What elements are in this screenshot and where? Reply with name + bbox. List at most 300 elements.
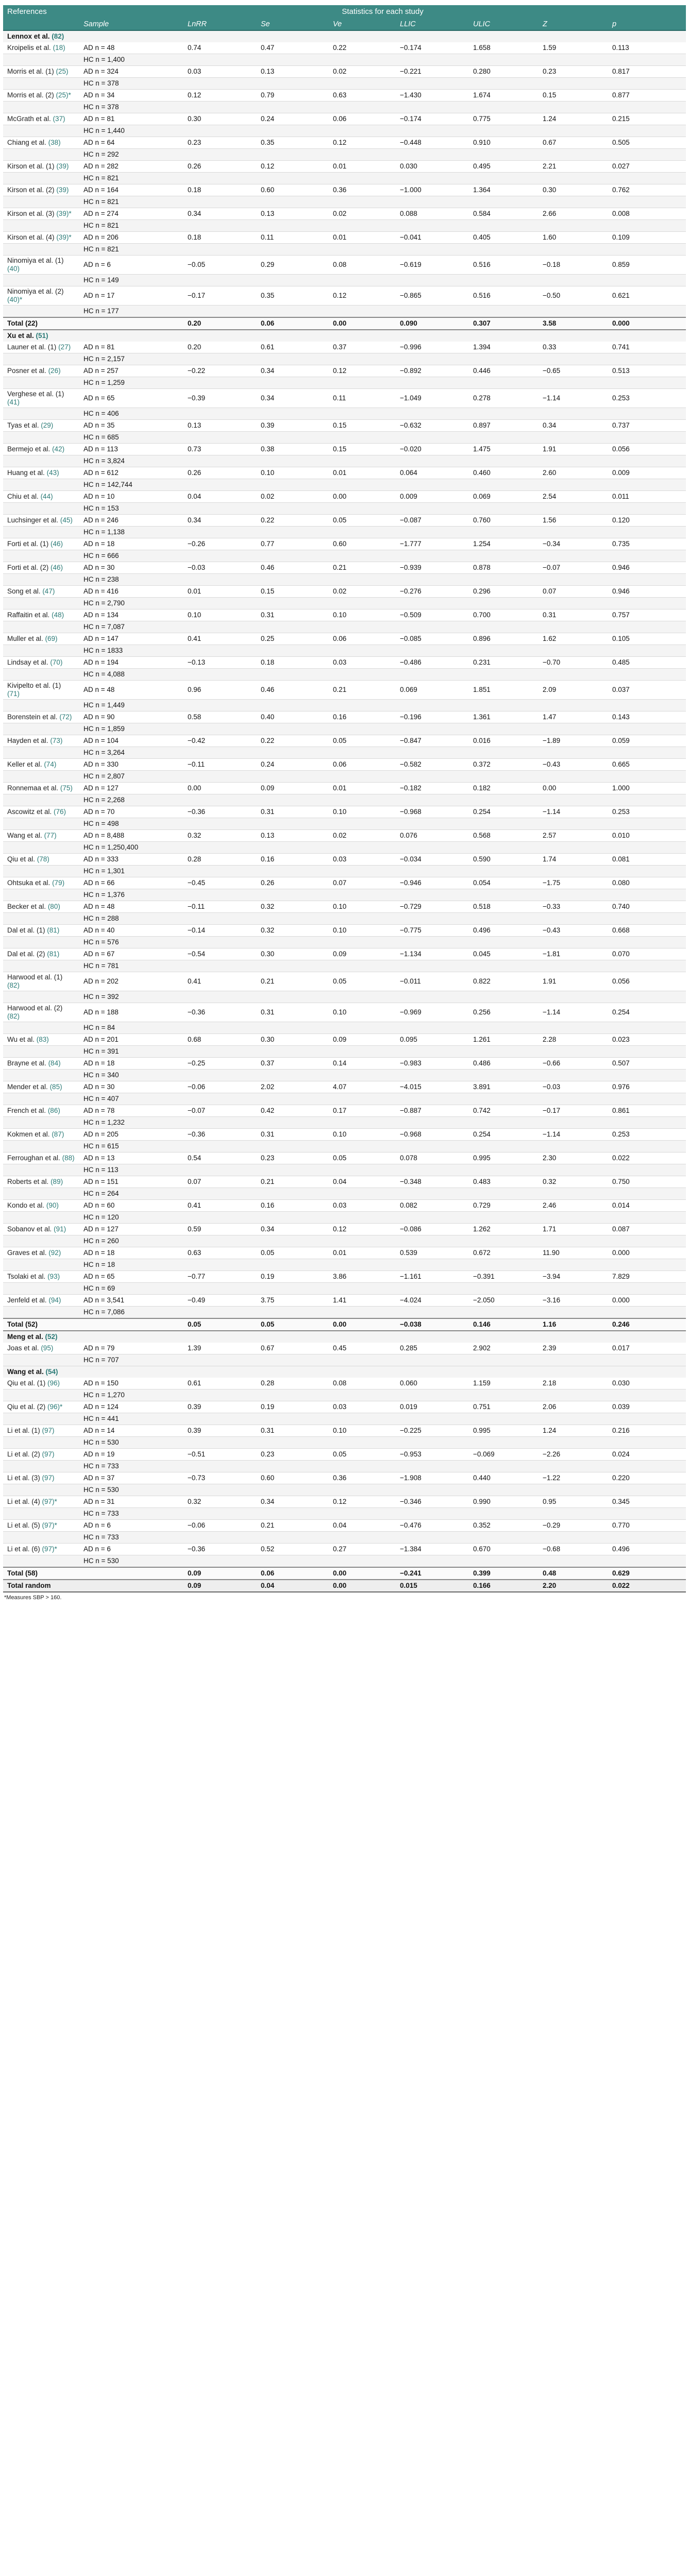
citation-link[interactable]: (92) bbox=[48, 1249, 61, 1257]
empty-cell bbox=[329, 1461, 396, 1472]
llic-cell: −0.892 bbox=[396, 365, 469, 377]
empty-cell bbox=[608, 1117, 686, 1129]
empty-cell bbox=[183, 1389, 257, 1401]
citation-link[interactable]: (29) bbox=[41, 421, 54, 429]
empty-cell bbox=[469, 1212, 539, 1224]
empty-cell bbox=[396, 408, 469, 420]
empty-cell bbox=[183, 1555, 257, 1568]
se-header: Se bbox=[257, 19, 329, 30]
ad-sample-cell: AD n = 81 bbox=[79, 113, 183, 125]
reference-cell bbox=[3, 1343, 79, 1354]
reference-cell bbox=[3, 208, 79, 220]
empty-cell bbox=[469, 78, 539, 90]
hc-sample-row bbox=[3, 771, 686, 783]
empty-cell bbox=[329, 54, 396, 66]
empty-cell bbox=[396, 1046, 469, 1058]
citation-link[interactable]: (44) bbox=[40, 493, 53, 500]
hc-sample-cell: HC n = 1,376 bbox=[79, 889, 183, 901]
citation-link[interactable]: (39)* bbox=[56, 233, 72, 241]
citation-link[interactable]: (39) bbox=[56, 162, 69, 170]
citation-link[interactable]: (81) bbox=[47, 950, 60, 958]
citation-link[interactable]: (86) bbox=[47, 1107, 60, 1114]
ad-sample-cell: AD n = 3,541 bbox=[79, 1295, 183, 1307]
hc-sample-cell: HC n = 378 bbox=[79, 101, 183, 113]
p-cell: 0.000 bbox=[608, 1247, 686, 1259]
citation-link[interactable]: (39) bbox=[56, 186, 69, 194]
z-cell: −0.43 bbox=[539, 759, 608, 771]
empty-cell bbox=[257, 700, 329, 711]
lnrr-cell: 1.39 bbox=[183, 1343, 257, 1354]
se-cell: 2.02 bbox=[257, 1081, 329, 1093]
study-row bbox=[3, 1378, 686, 1389]
citation-link[interactable]: (76) bbox=[54, 808, 66, 816]
ad-sample-cell: AD n = 81 bbox=[79, 342, 183, 353]
empty-cell bbox=[329, 1070, 396, 1081]
empty-cell bbox=[329, 1532, 396, 1544]
citation-link[interactable]: (94) bbox=[48, 1296, 61, 1304]
citation-link[interactable]: (82) bbox=[52, 32, 64, 40]
hc-sample-cell: HC n = 1,449 bbox=[79, 700, 183, 711]
empty-cell bbox=[608, 78, 686, 90]
reference-author: Total (58) bbox=[7, 1569, 38, 1577]
group-author: Lennox et al. bbox=[7, 32, 50, 40]
citation-link[interactable]: (91) bbox=[54, 1225, 66, 1233]
citation-link[interactable]: (25)* bbox=[56, 91, 71, 99]
empty-cell bbox=[183, 479, 257, 491]
z-cell: −1.14 bbox=[539, 389, 608, 408]
p-cell: 0.253 bbox=[608, 389, 686, 408]
llic-cell: −0.174 bbox=[396, 113, 469, 125]
z-cell: −0.18 bbox=[539, 256, 608, 275]
lnrr-cell: −0.54 bbox=[183, 948, 257, 960]
citation-link[interactable]: (81) bbox=[47, 926, 60, 934]
ve-cell: 0.11 bbox=[329, 389, 396, 408]
citation-link[interactable]: (84) bbox=[48, 1059, 61, 1067]
empty-cell bbox=[257, 598, 329, 609]
ve-cell: 0.07 bbox=[329, 877, 396, 889]
empty-cell bbox=[608, 960, 686, 972]
se-cell: 0.21 bbox=[257, 972, 329, 991]
z-cell: 0.31 bbox=[539, 609, 608, 621]
ulic-cell: 1.658 bbox=[469, 42, 539, 54]
ve-cell: 0.01 bbox=[329, 467, 396, 479]
ad-sample-cell bbox=[79, 1567, 183, 1580]
empty-cell bbox=[183, 432, 257, 444]
empty-cell bbox=[257, 173, 329, 184]
citation-link[interactable]: (71) bbox=[7, 690, 20, 698]
reference-cell bbox=[3, 711, 79, 723]
empty-cell bbox=[329, 101, 396, 113]
z-cell: −0.03 bbox=[539, 1081, 608, 1093]
empty-cell bbox=[396, 913, 469, 925]
citation-link[interactable]: (48) bbox=[52, 611, 64, 619]
citation-link[interactable]: (97)* bbox=[42, 1545, 57, 1553]
empty-cell bbox=[539, 645, 608, 657]
ad-sample-cell: AD n = 10 bbox=[79, 491, 183, 503]
se-cell: 0.67 bbox=[257, 1343, 329, 1354]
empty-cell bbox=[539, 700, 608, 711]
citation-link[interactable]: (27) bbox=[58, 343, 71, 351]
citation-link[interactable]: (26) bbox=[48, 367, 61, 375]
empty-cell bbox=[3, 244, 79, 256]
reference-cell bbox=[3, 66, 79, 78]
citation-link[interactable]: (40)* bbox=[7, 296, 23, 303]
citation-link[interactable]: (39)* bbox=[56, 210, 72, 217]
study-row bbox=[3, 735, 686, 747]
citation-link[interactable]: (51) bbox=[36, 332, 48, 340]
se-cell: 0.35 bbox=[257, 137, 329, 149]
study-row bbox=[3, 586, 686, 598]
empty-cell bbox=[608, 1046, 686, 1058]
lnrr-cell: 0.26 bbox=[183, 467, 257, 479]
empty-cell bbox=[539, 1555, 608, 1568]
reference-cell bbox=[3, 286, 79, 306]
se-cell: 0.24 bbox=[257, 759, 329, 771]
empty-cell bbox=[183, 960, 257, 972]
citation-link[interactable]: (41) bbox=[7, 398, 20, 406]
empty-cell bbox=[396, 1188, 469, 1200]
group-header-row bbox=[3, 30, 686, 42]
empty-cell bbox=[257, 1093, 329, 1105]
hc-sample-cell: HC n = 2,790 bbox=[79, 598, 183, 609]
lnrr-cell: 0.03 bbox=[183, 66, 257, 78]
empty-cell bbox=[608, 1555, 686, 1568]
z-cell: 1.16 bbox=[539, 1318, 608, 1331]
empty-cell bbox=[257, 1235, 329, 1247]
reference-cell bbox=[3, 256, 79, 275]
empty-cell bbox=[329, 196, 396, 208]
reference-cell bbox=[3, 161, 79, 173]
lnrr-cell: −0.36 bbox=[183, 806, 257, 818]
citation-link[interactable]: (54) bbox=[45, 1368, 58, 1376]
ad-sample-cell: AD n = 202 bbox=[79, 972, 183, 991]
lnrr-cell: 0.04 bbox=[183, 491, 257, 503]
ad-sample-cell: AD n = 134 bbox=[79, 609, 183, 621]
lnrr-cell: 0.32 bbox=[183, 1496, 257, 1508]
reference-author: Posner et al. bbox=[7, 367, 46, 375]
hc-sample-cell: HC n = 1,232 bbox=[79, 1117, 183, 1129]
citation-link[interactable]: (43) bbox=[46, 469, 59, 477]
empty-cell bbox=[257, 306, 329, 318]
empty-cell bbox=[329, 149, 396, 161]
empty-cell bbox=[183, 101, 257, 113]
citation-link[interactable]: (45) bbox=[60, 516, 73, 524]
llic-cell: −0.041 bbox=[396, 232, 469, 244]
citation-link[interactable]: (97)* bbox=[42, 1521, 57, 1529]
empty-cell bbox=[3, 455, 79, 467]
citation-link[interactable]: (77) bbox=[44, 832, 57, 839]
empty-cell bbox=[257, 1437, 329, 1449]
citation-link[interactable]: (90) bbox=[46, 1201, 59, 1209]
empty-cell bbox=[257, 669, 329, 681]
empty-cell bbox=[396, 669, 469, 681]
empty-cell bbox=[469, 1461, 539, 1472]
ulic-cell: 1.361 bbox=[469, 711, 539, 723]
citation-link[interactable]: (93) bbox=[47, 1273, 60, 1280]
citation-link[interactable]: (87) bbox=[52, 1130, 64, 1138]
ulic-cell: 0.182 bbox=[469, 783, 539, 794]
empty-cell bbox=[3, 78, 79, 90]
empty-cell bbox=[396, 700, 469, 711]
citation-link[interactable]: (80) bbox=[47, 903, 60, 910]
reference-cell bbox=[3, 90, 79, 101]
citation-link[interactable]: (46) bbox=[51, 540, 63, 548]
study-row bbox=[3, 365, 686, 377]
empty-cell bbox=[469, 1555, 539, 1568]
hc-sample-row bbox=[3, 1461, 686, 1472]
p-cell: 0.513 bbox=[608, 365, 686, 377]
citation-link[interactable]: (82) bbox=[7, 981, 20, 989]
reference-author: Huang et al. bbox=[7, 469, 45, 477]
study-row bbox=[3, 42, 686, 54]
se-cell: 0.15 bbox=[257, 586, 329, 598]
ve-cell: 0.21 bbox=[329, 681, 396, 700]
empty-cell bbox=[608, 1022, 686, 1034]
llic-cell: −0.225 bbox=[396, 1425, 469, 1437]
empty-cell bbox=[329, 598, 396, 609]
p-cell: 0.120 bbox=[608, 515, 686, 527]
empty-cell bbox=[539, 818, 608, 830]
empty-cell bbox=[469, 1508, 539, 1520]
citation-link[interactable]: (82) bbox=[7, 1012, 20, 1020]
p-cell: 7.829 bbox=[608, 1271, 686, 1283]
citation-link[interactable]: (42) bbox=[52, 445, 65, 453]
empty-cell bbox=[608, 1141, 686, 1153]
empty-cell bbox=[396, 1259, 469, 1271]
se-cell: 0.06 bbox=[257, 1567, 329, 1580]
stats-title-header: Statistics for each study bbox=[79, 5, 686, 19]
p-cell: 0.735 bbox=[608, 538, 686, 550]
se-cell: 0.24 bbox=[257, 113, 329, 125]
reference-author: Tsolaki et al. bbox=[7, 1273, 46, 1280]
empty-cell bbox=[539, 377, 608, 389]
empty-cell bbox=[3, 353, 79, 365]
citation-link[interactable]: (97) bbox=[42, 1450, 55, 1458]
llic-cell: 0.015 bbox=[396, 1580, 469, 1592]
ve-cell: 0.05 bbox=[329, 735, 396, 747]
p-cell: 0.757 bbox=[608, 609, 686, 621]
empty-cell bbox=[608, 1508, 686, 1520]
empty-cell bbox=[608, 645, 686, 657]
study-row bbox=[3, 161, 686, 173]
group-header-row bbox=[3, 1366, 686, 1378]
ulic-cell: 0.307 bbox=[469, 317, 539, 330]
empty-cell bbox=[3, 669, 79, 681]
reference-author: Dal et al. (2) bbox=[7, 950, 45, 958]
p-cell: 0.507 bbox=[608, 1058, 686, 1070]
reference-author: Qiu et al. (2) bbox=[7, 1403, 46, 1411]
citation-link[interactable]: (89) bbox=[51, 1178, 63, 1185]
study-row bbox=[3, 1224, 686, 1235]
se-cell: 0.19 bbox=[257, 1401, 329, 1413]
empty-cell bbox=[3, 173, 79, 184]
se-cell: 0.37 bbox=[257, 1058, 329, 1070]
llic-cell: −0.939 bbox=[396, 562, 469, 574]
lnrr-cell: 0.34 bbox=[183, 208, 257, 220]
citation-link[interactable]: (70) bbox=[50, 658, 63, 666]
se-cell: 0.31 bbox=[257, 1425, 329, 1437]
empty-cell bbox=[469, 794, 539, 806]
llic-cell: −0.509 bbox=[396, 609, 469, 621]
p-cell: 0.024 bbox=[608, 1449, 686, 1461]
empty-cell bbox=[608, 1259, 686, 1271]
citation-link[interactable]: (52) bbox=[45, 1333, 58, 1341]
se-cell: 0.39 bbox=[257, 420, 329, 432]
ve-cell: 0.45 bbox=[329, 1343, 396, 1354]
ad-sample-cell: AD n = 35 bbox=[79, 420, 183, 432]
empty-cell bbox=[3, 842, 79, 854]
citation-link[interactable]: (96) bbox=[47, 1379, 60, 1387]
empty-cell bbox=[396, 1307, 469, 1319]
ulic-cell: 1.261 bbox=[469, 1034, 539, 1046]
reference-author: Hayden et al. bbox=[7, 737, 48, 744]
citation-link[interactable]: (69) bbox=[45, 635, 58, 642]
references-header: References bbox=[3, 5, 79, 19]
hc-sample-cell: HC n = 2,268 bbox=[79, 794, 183, 806]
citation-link[interactable]: (74) bbox=[44, 760, 57, 768]
llic-cell: −0.996 bbox=[396, 342, 469, 353]
empty-cell bbox=[183, 503, 257, 515]
ulic-cell: 0.568 bbox=[469, 830, 539, 842]
citation-link[interactable]: (83) bbox=[36, 1036, 49, 1043]
p-cell: 1.000 bbox=[608, 783, 686, 794]
reference-author: Total (22) bbox=[7, 319, 38, 327]
p-cell: 0.253 bbox=[608, 1129, 686, 1141]
hc-sample-cell: HC n = 406 bbox=[79, 408, 183, 420]
study-row bbox=[3, 657, 686, 669]
empty-cell bbox=[539, 1046, 608, 1058]
citation-link[interactable]: (46) bbox=[51, 564, 63, 571]
llic-cell: 0.095 bbox=[396, 1034, 469, 1046]
empty-cell bbox=[469, 621, 539, 633]
ve-cell: 0.04 bbox=[329, 1176, 396, 1188]
citation-link[interactable]: (85) bbox=[49, 1083, 62, 1091]
citation-link[interactable]: (37) bbox=[53, 115, 65, 123]
empty-cell bbox=[539, 220, 608, 232]
citation-link[interactable]: (96)* bbox=[47, 1403, 63, 1411]
empty-cell bbox=[539, 1508, 608, 1520]
lnrr-cell: −0.22 bbox=[183, 365, 257, 377]
citation-link[interactable]: (38) bbox=[48, 139, 61, 146]
hc-sample-cell: HC n = 530 bbox=[79, 1437, 183, 1449]
empty-cell bbox=[608, 550, 686, 562]
citation-link[interactable]: (72) bbox=[59, 713, 72, 721]
lnrr-cell: 0.18 bbox=[183, 184, 257, 196]
citation-link[interactable]: (78) bbox=[37, 855, 49, 863]
ulic-cell: 0.054 bbox=[469, 877, 539, 889]
citation-link[interactable]: (97)* bbox=[42, 1498, 57, 1505]
empty-cell bbox=[539, 889, 608, 901]
ad-sample-cell: AD n = 18 bbox=[79, 1247, 183, 1259]
se-cell: 0.06 bbox=[257, 317, 329, 330]
hc-sample-row bbox=[3, 960, 686, 972]
empty-cell bbox=[329, 78, 396, 90]
hc-sample-cell: HC n = 69 bbox=[79, 1283, 183, 1295]
reference-cell bbox=[3, 184, 79, 196]
citation-link[interactable]: (75) bbox=[60, 784, 73, 792]
ad-sample-cell: AD n = 324 bbox=[79, 66, 183, 78]
empty-cell bbox=[539, 621, 608, 633]
empty-cell bbox=[608, 1164, 686, 1176]
citation-link[interactable]: (97) bbox=[42, 1427, 55, 1434]
p-cell: 0.056 bbox=[608, 444, 686, 455]
study-row bbox=[3, 1401, 686, 1413]
citation-link[interactable]: (73) bbox=[50, 737, 63, 744]
reference-author: Harwood et al. (2) bbox=[7, 1004, 63, 1012]
se-cell: 0.42 bbox=[257, 1105, 329, 1117]
llic-cell: −0.085 bbox=[396, 633, 469, 645]
empty-cell bbox=[608, 723, 686, 735]
reference-author: Bermejo et al. bbox=[7, 445, 51, 453]
empty-cell bbox=[469, 1070, 539, 1081]
se-cell: 0.23 bbox=[257, 1449, 329, 1461]
study-row bbox=[3, 925, 686, 937]
p-cell: 0.345 bbox=[608, 1496, 686, 1508]
hc-sample-row bbox=[3, 700, 686, 711]
lnrr-cell: −0.26 bbox=[183, 538, 257, 550]
hc-sample-cell: HC n = 685 bbox=[79, 432, 183, 444]
study-row bbox=[3, 972, 686, 991]
ulic-cell: 0.760 bbox=[469, 515, 539, 527]
empty-cell bbox=[183, 1093, 257, 1105]
z-cell: 0.32 bbox=[539, 1176, 608, 1188]
z-cell: 0.30 bbox=[539, 184, 608, 196]
p-cell: 0.215 bbox=[608, 113, 686, 125]
study-row bbox=[3, 137, 686, 149]
p-cell: 0.059 bbox=[608, 735, 686, 747]
lnrr-cell: −0.45 bbox=[183, 877, 257, 889]
llic-cell: −0.486 bbox=[396, 657, 469, 669]
ulic-cell: 1.364 bbox=[469, 184, 539, 196]
empty-cell bbox=[396, 723, 469, 735]
empty-cell bbox=[539, 1188, 608, 1200]
citation-link[interactable]: (25) bbox=[56, 67, 69, 75]
reference-author: Ascowitz et al. bbox=[7, 808, 52, 816]
citation-link[interactable]: (47) bbox=[42, 587, 55, 595]
p-cell: 0.505 bbox=[608, 137, 686, 149]
empty-cell bbox=[539, 747, 608, 759]
ulic-header: ULIC bbox=[469, 19, 539, 30]
hc-sample-cell: HC n = 113 bbox=[79, 1164, 183, 1176]
citation-link[interactable]: (40) bbox=[7, 265, 20, 273]
se-cell: 0.47 bbox=[257, 42, 329, 54]
empty-cell bbox=[396, 550, 469, 562]
llic-cell: 0.539 bbox=[396, 1247, 469, 1259]
lnrr-cell: 0.05 bbox=[183, 1318, 257, 1331]
citation-link[interactable]: (97) bbox=[42, 1474, 55, 1482]
ad-sample-cell: AD n = 79 bbox=[79, 1343, 183, 1354]
reference-author: Verghese et al. (1) bbox=[7, 390, 64, 398]
empty-cell bbox=[539, 937, 608, 948]
empty-cell bbox=[3, 1022, 79, 1034]
hc-sample-cell: HC n = 1,440 bbox=[79, 125, 183, 137]
empty-cell bbox=[329, 1389, 396, 1401]
p-cell: 0.253 bbox=[608, 806, 686, 818]
empty-cell bbox=[469, 173, 539, 184]
citation-link[interactable]: (18) bbox=[53, 44, 65, 52]
citation-link[interactable]: (88) bbox=[62, 1154, 75, 1162]
empty-cell bbox=[329, 220, 396, 232]
lnrr-cell: 0.63 bbox=[183, 1247, 257, 1259]
ve-cell: 4.07 bbox=[329, 1081, 396, 1093]
citation-link[interactable]: (79) bbox=[52, 879, 65, 887]
ve-cell: 0.21 bbox=[329, 562, 396, 574]
hc-sample-row bbox=[3, 1188, 686, 1200]
ve-cell: 0.10 bbox=[329, 609, 396, 621]
empty-cell bbox=[3, 479, 79, 491]
hc-sample-cell: HC n = 264 bbox=[79, 1188, 183, 1200]
citation-link[interactable]: (95) bbox=[41, 1344, 54, 1352]
